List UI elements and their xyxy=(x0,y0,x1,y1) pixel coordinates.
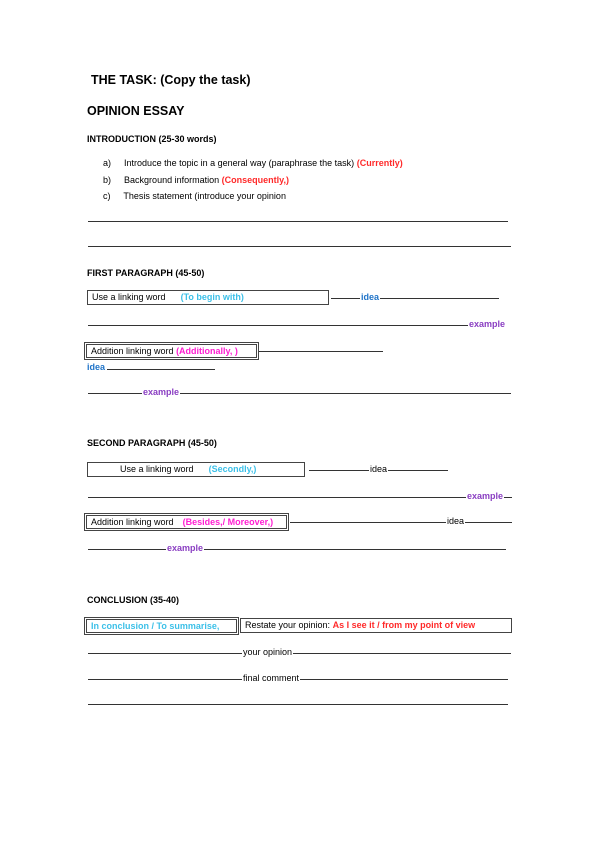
conclusion-final-comment-label: final comment xyxy=(243,673,300,683)
intro-item-marker: c) xyxy=(103,191,111,201)
intro-item-b xyxy=(103,175,289,185)
intro-item-hint: (Currently) xyxy=(356,158,403,168)
p1-addition-box xyxy=(86,344,257,358)
conclusion-restate-label: Restate your opinion: xyxy=(245,620,331,630)
intro-item-a xyxy=(103,158,403,168)
conclusion-linking-label: In conclusion / To summarise, xyxy=(91,621,220,631)
p2-linking-label: Use a linking word xyxy=(120,464,194,474)
essay-title: OPINION ESSAY xyxy=(87,104,185,118)
p1-example-label: example xyxy=(469,319,506,329)
intro-item-text: Introduce the topic in a general way (paraphrase the task) xyxy=(124,158,355,168)
writing-line xyxy=(331,298,499,299)
task-title: THE TASK: (Copy the task) xyxy=(91,73,251,87)
p1-linking-label: Use a linking word xyxy=(92,292,166,302)
conclusion-restate-hint: As I see it / from my point of view xyxy=(332,620,476,630)
p1-addition-label: Addition linking word xyxy=(91,346,174,356)
writing-line xyxy=(88,325,468,326)
p2-linking-hint: (Secondly,) xyxy=(208,464,257,474)
intro-item-c xyxy=(103,191,286,201)
p1-idea2-label: idea xyxy=(87,362,106,372)
writing-line xyxy=(107,369,215,370)
p2-addition-label: Addition linking word xyxy=(91,517,174,527)
intro-item-text: Thesis statement (introduce your opinion xyxy=(123,191,286,201)
p2-linking-box xyxy=(87,462,305,477)
writing-line xyxy=(88,704,508,705)
p2-idea-label: idea xyxy=(370,464,388,474)
p1-heading: FIRST PARAGRAPH (45-50) xyxy=(87,268,205,278)
writing-line xyxy=(88,653,511,654)
p1-linking-hint: (To begin with) xyxy=(180,292,244,302)
writing-line xyxy=(88,221,508,222)
writing-line xyxy=(259,351,383,352)
intro-item-text: Background information xyxy=(124,175,220,185)
conclusion-restate-box xyxy=(240,618,512,633)
p2-addition-box xyxy=(86,515,287,529)
writing-line xyxy=(88,497,512,498)
p1-idea-label: idea xyxy=(361,292,380,302)
conclusion-linking-box xyxy=(86,619,237,633)
intro-item-marker: b) xyxy=(103,175,112,185)
conclusion-heading: CONCLUSION (35-40) xyxy=(87,595,180,605)
p2-heading: SECOND PARAGRAPH (45-50) xyxy=(87,438,217,448)
p2-idea2-label: idea xyxy=(447,516,465,526)
p1-example2-label: example xyxy=(143,387,180,397)
p2-example-label: example xyxy=(467,491,504,501)
writing-line xyxy=(290,522,512,523)
writing-line xyxy=(88,246,511,247)
intro-item-hint: (Consequently,) xyxy=(221,175,289,185)
p2-example2-label: example xyxy=(167,543,204,553)
p1-linking-box xyxy=(87,290,329,305)
intro-heading: INTRODUCTION (25-30 words) xyxy=(87,134,217,144)
writing-line xyxy=(88,549,506,550)
intro-item-marker: a) xyxy=(103,158,112,168)
p2-addition-hint: (Besides,/ Moreover,) xyxy=(182,517,274,527)
conclusion-your-opinion-label: your opinion xyxy=(243,647,293,657)
p1-addition-hint: (Additionally, ) xyxy=(176,346,238,356)
